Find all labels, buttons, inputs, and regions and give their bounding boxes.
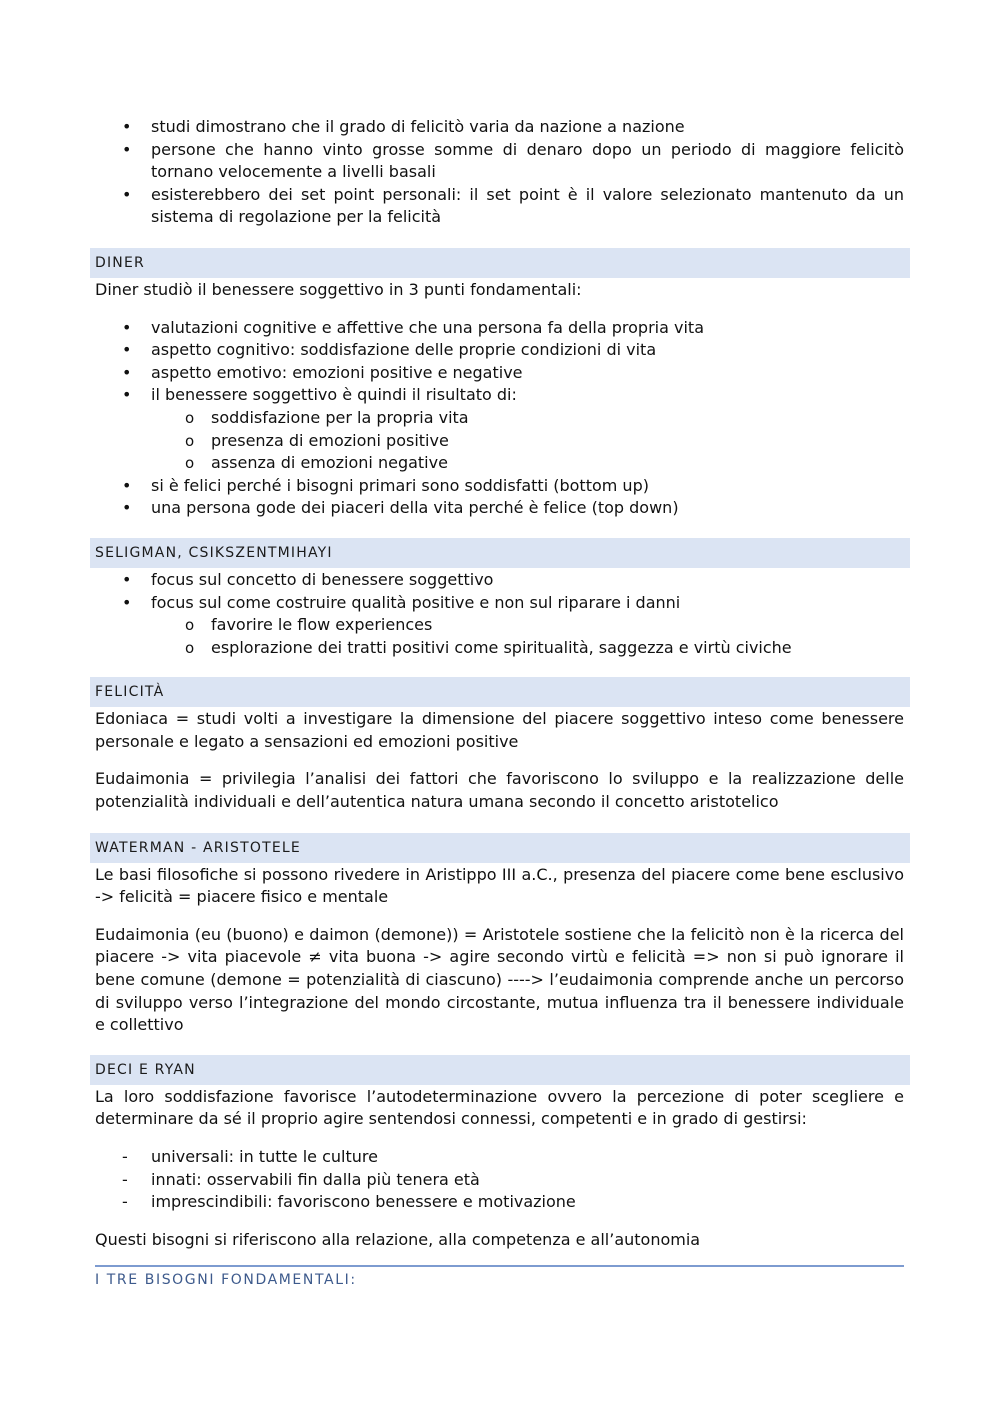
- sub-marker: o: [185, 638, 195, 657]
- sub-marker: o: [185, 616, 195, 635]
- list-item-text: una persona gode dei piaceri della vita perché è felice (top down): [151, 498, 679, 518]
- dash-marker: -: [122, 1169, 128, 1189]
- list-item-text: presenza di emozioni positive: [211, 430, 449, 450]
- heading-rule: [95, 1265, 904, 1267]
- bullet-marker: •: [122, 569, 132, 589]
- list-item: [90, 139, 910, 184]
- list-item: [90, 1191, 910, 1214]
- diner-list: [90, 317, 910, 407]
- list-item-text: assenza di emozioni negative: [211, 453, 448, 473]
- felicita-paragraph-edoniaca: Edoniaca = studi volti a investigare la dimensione del piacere soggettivo inteso come benessere personale e legato a sensazioni ed emozioni positive: [95, 709, 904, 751]
- deci-paragraph-2: Questi bisogni si riferiscono alla relazione, alla competenza e all’autonomia: [95, 1229, 701, 1249]
- sublist-item: [90, 430, 910, 453]
- list-item: [90, 317, 910, 340]
- list-item: [90, 475, 910, 498]
- diner-list-continued: [90, 475, 910, 520]
- list-item-text: il benessere soggettivo è quindi il risultato di:: [151, 385, 517, 405]
- bullet-marker: •: [122, 475, 132, 495]
- sub-marker: o: [185, 431, 195, 450]
- seligman-sublist: [90, 614, 910, 659]
- bullet-marker: •: [122, 362, 132, 382]
- section-heading-seligman: SELIGMAN, CSIKSZENTMIHAYI: [90, 538, 910, 568]
- dash-marker: -: [122, 1192, 128, 1212]
- document-page: [90, 116, 910, 1288]
- list-item: [90, 362, 910, 385]
- list-item-text: si è felici perché i bisogni primari sono soddisfatti (bottom up): [151, 475, 649, 495]
- sublist-item: [90, 407, 910, 430]
- section-heading-waterman: WATERMAN - ARISTOTELE: [90, 833, 910, 863]
- intro-list: [90, 116, 910, 229]
- list-item-text: soddisfazione per la propria vita: [211, 407, 469, 427]
- sublist-item: [90, 637, 910, 660]
- list-item-text: esisterebbero dei set point personali: il set point è il valore selezionato mantenuto da un sistema di regolazione per la felicità: [151, 184, 904, 227]
- bullet-marker: •: [122, 592, 132, 612]
- deci-list: [90, 1146, 910, 1214]
- list-item-text: aspetto cognitivo: soddisfazione delle proprie condizioni di vita: [151, 340, 657, 360]
- list-item-text: persone che hanno vinto grosse somme di denaro dopo un periodo di maggiore felicitò tornano velocemente a livelli basali: [151, 139, 904, 182]
- bullet-marker: •: [122, 117, 132, 136]
- list-item-text: focus sul concetto di benessere soggettivo: [151, 569, 494, 589]
- diner-sublist: [90, 407, 910, 475]
- list-item: [90, 592, 910, 615]
- list-item: [90, 184, 910, 229]
- list-item-text: aspetto emotivo: emozioni positive e negative: [151, 362, 523, 382]
- sublist-item: [90, 614, 910, 637]
- bullet-marker: •: [122, 498, 132, 518]
- list-item-text: favorire le flow experiences: [211, 615, 433, 635]
- bullet-marker: •: [122, 139, 132, 159]
- list-item-text: universali: in tutte le culture: [151, 1147, 378, 1166]
- list-item: [90, 1169, 910, 1192]
- list-item-text: studi dimostrano che il grado di felicitò varia da nazione a nazione: [151, 117, 685, 136]
- section-heading-felicita: FELICITÀ: [90, 677, 910, 707]
- seligman-list: [90, 569, 910, 614]
- list-item-text: innati: osservabili fin dalla più tenera età: [151, 1169, 480, 1189]
- bullet-marker: •: [122, 184, 132, 204]
- sub-marker: o: [185, 408, 195, 427]
- list-item-text: focus sul come costruire qualità positive e non sul riparare i danni: [151, 592, 681, 612]
- bullet-marker: •: [122, 385, 132, 405]
- waterman-paragraph-1: Le basi filosofiche si possono rivedere in Aristippo III a.C., presenza del piacere come bene esclusivo -> felicità = piacere fisico e mentale: [95, 864, 904, 907]
- list-item-text: imprescindibili: favoriscono benessere e motivazione: [151, 1192, 576, 1212]
- list-item: [90, 116, 910, 139]
- dash-marker: -: [122, 1147, 128, 1166]
- bullet-marker: •: [122, 317, 132, 337]
- list-item: [90, 1146, 910, 1169]
- sublist-item: [90, 452, 910, 475]
- list-item-text: esplorazione dei tratti positivi come spiritualità, saggezza e virtù civiche: [211, 637, 792, 657]
- bullet-marker: •: [122, 340, 132, 360]
- section-heading-deci-ryan: DECI E RYAN: [90, 1055, 910, 1085]
- sub-marker: o: [185, 454, 195, 473]
- felicita-paragraph-eudaimonia: Eudaimonia = privilegia l’analisi dei fattori che favoriscono lo sviluppo e la realizzazione delle potenzialità individuali e dell’autentica natura umana secondo il concetto aristotelico: [95, 769, 904, 812]
- list-item-text: valutazioni cognitive e affettive che una persona fa della propria vita: [151, 317, 704, 337]
- deci-paragraph-1: La loro soddisfazione favorisce l’autodeterminazione ovvero la percezione di poter scegliere e determinare da sé il proprio agire sentendosi connessi, competenti e in grado di gestirsi:: [95, 1086, 904, 1129]
- section-heading-tre-bisogni: I TRE BISOGNI FONDAMENTALI:: [95, 1272, 357, 1289]
- section-heading-diner: DINER: [90, 248, 910, 278]
- list-item: [90, 339, 910, 362]
- list-item: [90, 384, 910, 407]
- list-item: [90, 497, 910, 520]
- diner-intro: Diner studiò il benessere soggettivo in 3 punti fondamentali:: [95, 279, 582, 299]
- waterman-paragraph-2: Eudaimonia (eu (buono) e daimon (demone)) = Aristotele sostiene che la felicitò non è la ricerca del piacere -> vita piacevole ≠ vita buona -> agire secondo virtù e felicità => non si può ignorare il bene comune (demone = potenzialità di ciascuno) ----> l’eudaimonia comprende anche un percorso di sviluppo verso l’integrazione del mondo circostante, mutua influenza tra il benessere individuale e collettivo: [95, 924, 904, 1035]
- list-item: [90, 569, 910, 592]
